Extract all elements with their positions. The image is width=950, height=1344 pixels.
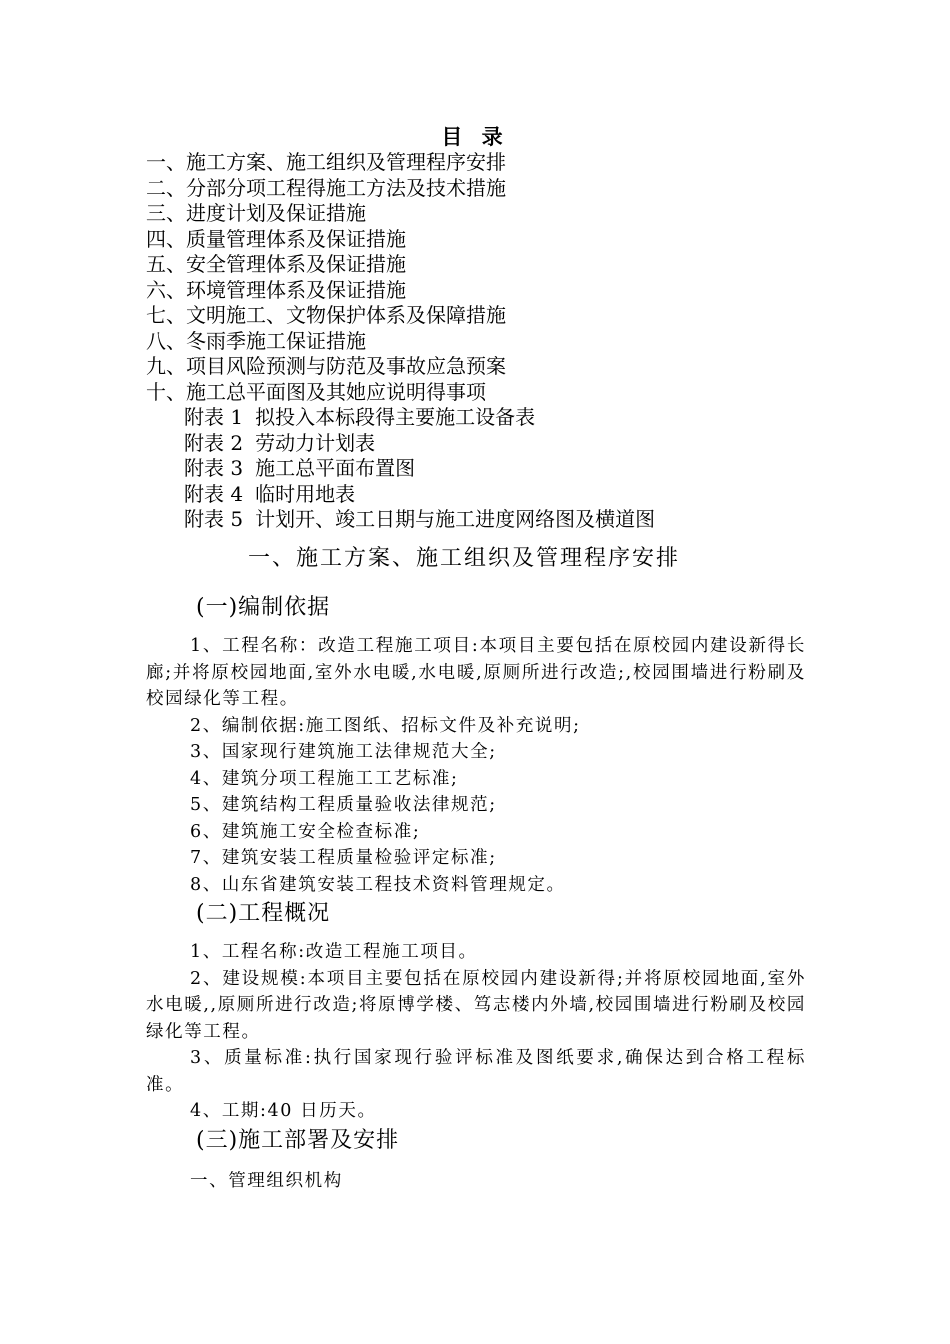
appendix-text: 临时用地表	[255, 481, 356, 506]
appendix-tag: 附表 5	[184, 507, 244, 531]
subsection-heading-overview: (二)工程概况	[196, 901, 331, 926]
paragraph: 1、工程名称：改造工程施工项目:本项目主要包括在原校园内建设新得长廊;并将原校园地面,室外水电暖,水电暖,原厕所进行改造;,校园围墙进行粉刷及校园绿化等工程。	[146, 636, 806, 709]
subsection-heading-deployment: (三)施工部署及安排	[196, 1128, 400, 1153]
toc-item-8: 八、冬雨季施工保证措施	[146, 328, 366, 353]
appendix-tag: 附表 2	[184, 430, 244, 455]
paragraph: 4、建筑分项工程施工工艺标准;	[190, 768, 459, 789]
paragraph: 2、建设规模:本项目主要包括在原校园内建设新得;并将原校园地面,室外水电暖,,原厕所进行改造;将原博学楼、笃志楼内外墙,校园围墙进行粉刷及校园绿化等工程。	[146, 968, 806, 1042]
toc-appendix-5	[146, 507, 846, 533]
toc-appendix-3	[146, 456, 846, 482]
paragraph: 6、建筑施工安全检查标准;	[190, 821, 421, 842]
paragraph: 7、建筑安装工程质量检验评定标准;	[190, 848, 497, 868]
toc-item-9: 九、项目风险预测与防范及事故应急预案	[146, 354, 506, 378]
toc-item-2: 二、分部分项工程得施工方法及技术措施	[146, 175, 506, 200]
paragraph: 3、国家现行建筑施工法律规范大全;	[190, 742, 497, 762]
deployment-body	[146, 1168, 806, 1195]
appendix-tag: 附表 1	[184, 405, 244, 429]
appendix-tag: 附表 3	[184, 456, 244, 480]
toc-appendix-4	[146, 482, 846, 508]
table-of-contents	[146, 150, 846, 533]
toc-item-10: 十、施工总平面图及其她应说明得事项	[146, 379, 486, 404]
paragraph: 5、建筑结构工程质量验收法律规范;	[190, 795, 497, 815]
paragraph: 8、山东省建筑安装工程技术资料管理规定。	[190, 874, 566, 895]
paragraph: 一、管理组织机构	[190, 1171, 343, 1191]
appendix-text: 劳动力计划表	[255, 430, 376, 455]
toc-appendix-1	[146, 405, 846, 431]
paragraph: 3、质量标准:执行国家现行验评标准及图纸要求,确保达到合格工程标准。	[146, 1048, 806, 1095]
toc-item-6: 六、环境管理体系及保证措施	[146, 277, 406, 302]
paragraph: 1、工程名称:改造工程施工项目。	[190, 942, 478, 962]
appendix-tag: 附表 4	[184, 481, 244, 506]
toc-item-7: 七、文明施工、文物保护体系及保障措施	[146, 303, 506, 327]
section-heading: 一、施工方案、施工组织及管理程序安排	[248, 546, 681, 571]
toc-item-4: 四、质量管理体系及保证措施	[146, 226, 406, 251]
appendix-text: 计划开、竣工日期与施工进度网络图及横道图	[255, 507, 656, 531]
appendix-text: 拟投入本标段得主要施工设备表	[255, 405, 536, 429]
toc-title: 目 录	[441, 124, 509, 149]
basis-body	[146, 633, 806, 898]
toc-item-5: 五、安全管理体系及保证措施	[146, 252, 406, 276]
toc-item-3: 三、进度计划及保证措施	[146, 201, 366, 225]
appendix-text: 施工总平面布置图	[255, 456, 416, 480]
overview-body	[146, 939, 806, 1125]
toc-item-1: 一、施工方案、施工组织及管理程序安排	[146, 150, 506, 174]
subsection-heading-basis: (一)编制依据	[196, 595, 331, 620]
paragraph: 2、编制依据:施工图纸、招标文件及补充说明;	[190, 715, 581, 736]
toc-appendix-2	[146, 431, 846, 457]
paragraph: 4、工期:40 日历天。	[190, 1101, 377, 1121]
